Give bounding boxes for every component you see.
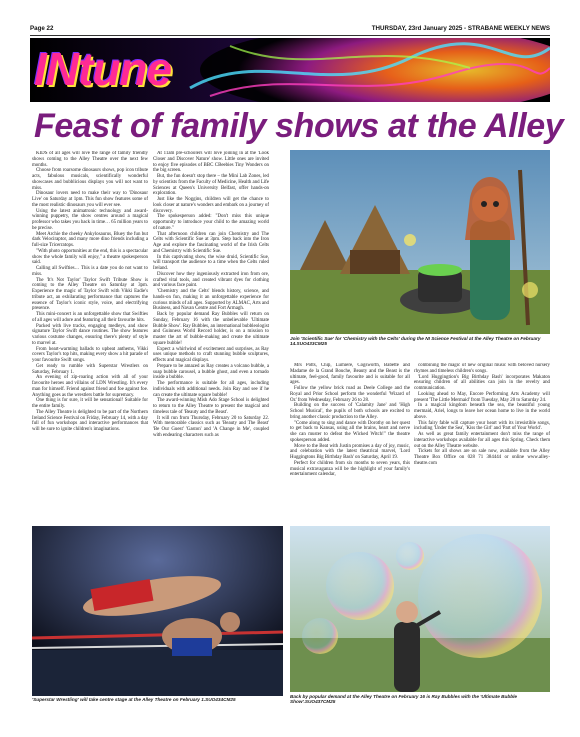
article-headline: Feast of family shows at the Alley xyxy=(34,107,564,145)
paragraph: Using the latest animatronic technology and award-winning puppetry, the show centres around a magical professor who takes you back in time… 65 million years to be precise. xyxy=(32,208,148,231)
paragraph: The spokesperson added: "Don't miss this unique opportunity to introduce your child to the amazing world of nature." xyxy=(153,214,269,231)
paragraph: Perfect for children from six months to seven years, this musical extravaganza will be the highlight of your family's entertainment calendar, xyxy=(290,460,410,478)
paragraph: The award-winning Mish Ado Stage School is delighted to return to the Alley Theatre to present the magical and timeless tale of 'Beauty and the Beast'. xyxy=(153,398,269,415)
paragraph: Calling all Swifties… This is a date you do not want to miss. xyxy=(32,266,148,277)
photo-caption: 'Superstar Wrestling' will take centre stage at the Alley Theatre on February 1.SUO434CM25 xyxy=(32,697,236,702)
scientific-sue-illustration xyxy=(290,150,550,334)
paragraph: 'Chemistry and the Celts' blends history, science, and hands-on fun, making it an unforgettable experience for curious minds of all ages. Supported by ALMAC, Arts and Business, and Navan Centre and Fort Armagh. xyxy=(153,289,269,312)
paragraph: 'Lord Huggingtion's Big Birthday Bash' incorporates Makaton ensuring children of all abilities can join in the revelry and communication. xyxy=(414,374,550,391)
photo-wrestling xyxy=(32,526,283,696)
photo-scientific-sue xyxy=(290,150,550,334)
date-line: THURSDAY, 23rd January 2025 - STRABANE WEEKLY NEWS xyxy=(371,25,550,32)
masthead-banner xyxy=(30,38,550,102)
paragraph: Just like the Noggins, children will get the chance to look closer at nature's wonders and embark on a journey of discovery. xyxy=(153,197,269,214)
article-column-2 xyxy=(153,151,269,523)
wrestling-illustration xyxy=(32,526,283,696)
paragraph: In this captivating show, the wise druid, Scientific Sue, will transport the audience to a time when the Celts ruled Ireland. xyxy=(153,254,269,271)
paragraph: KIDS of all ages will love the range of family friendly shows coming to the Alley Theatre over the next few months. xyxy=(32,151,148,168)
paragraph: Meet Archie the cheeky Ankylosaurus, Bluey the fun but dark Velociraptor, and many more dino friends including a full-size Tricerratops. xyxy=(32,231,148,248)
paragraph: The 'It's Not Taylor' Taylor Swift Tribute Show is coming to the Alley Theatre on Saturday at 3pm. Experience the magic of Taylor Swift with Vikki Eadie's tribute act, an exhilarating performance that captures the essence of Taylor's iconic style, voice, and electrifying presence. xyxy=(32,277,148,312)
paragraph: Mrs Potts, Chip, Lumiere, Cogsworth, Babette and Madame de la Grand Bouche, Beauty and the Beast is the ultimate, feel-good, family favourite and is suitable for all ages. xyxy=(290,363,410,386)
paragraph: Dinosaur lovers need to make their way to 'Dinosaur Live' on Saturday at 1pm. This fun show features some of the most realistic dinosaurs you will ever see. xyxy=(32,191,148,208)
paragraph: As well as great family entertainment don't miss the range of interactive workshops available for all ages this Spring. Check them out on the Alley Theatre website. xyxy=(414,432,550,449)
paragraph: "Come along to sing and dance with Dorothy on her quest to get back to Kansas, using all the brains, heart and nerve she can muster to defeat the Wicked Witch!" the theatre spokesperson added. xyxy=(290,420,410,443)
paragraph: Get ready to rumble with Superstar Wrestlers on Saturday, February 1. xyxy=(32,363,148,375)
paragraph: Tickets for all shows are on sale now, available from the Alley Theatre Box Office on 028 71 384444 or online www.alley-theatre.com xyxy=(414,449,550,466)
paragraph: Discover how they ingeniously extracted iron from ore, crafted vital tools, and created vibrant dyes for clothing and various face paint. xyxy=(153,271,269,289)
paragraph: Prepare to be amazed as Ray creates a volcano bubble, a soap bubble carousel, a bubble ghost, and even a tornado inside a bubble. xyxy=(153,363,269,381)
paragraph: One thing is for sure, it will be sensational! Suitable for the entire family. xyxy=(32,398,148,409)
paragraph: The Alley Theatre is delighted to be part of the Northern Ireland Science Festival on Friday, February 14, with a day full of fun workshops and interactive performances that will be sure to ignite children's imaginations. xyxy=(32,409,148,432)
article-column-1 xyxy=(32,151,148,523)
paragraph: From heart-warming ballads to upbeat anthems, Vikki covers Taylor's top hits, making every show a hit parade of your favourite Swift songs. xyxy=(32,346,148,363)
paragraph: This fairy fable will capture your heart with its irresistible songs, including 'Under the Sea', 'Kiss the Girl' and 'Part of Your World'. xyxy=(414,420,550,432)
paragraph: "With photo opportunities at the end, this is a spectacular show the whole family will enjoy," a theatre spokesperson said. xyxy=(32,248,148,266)
masthead-title: INtune xyxy=(34,43,172,95)
photo-caption: Back by popular demand at the Alley Theatre on February 16 is Ray Bubbles with the 'Ultimate Bubble Show'.SUO437CM25 xyxy=(290,694,518,705)
paragraph: But, the fun doesn't stop there – the Mini Lab Zones, led by scientists from the Faculty of Medicine, Health and Life Sciences at Queen's University Belfast, offer hands-on exploration. xyxy=(153,174,269,197)
page-number: Page 22 xyxy=(30,25,54,32)
article-column-3 xyxy=(290,363,410,523)
article-column-4 xyxy=(414,363,550,523)
paragraph: Looking ahead to May, Encore Performing Arts Academy will present 'The Little Mermaid' from Tuesday, May 20 to Saturday 24. xyxy=(414,391,550,403)
paragraph: At 11am pre-schoolers will love joining in at the 'Look Closer and Discover Nature' show. Little ones are invited to enjoy five episodes of BBC CBeebies Tiny Wonders on the big screen. xyxy=(153,151,269,174)
ray-bubbles-illustration xyxy=(290,526,550,692)
paragraph: The performance is suitable for all ages, including individuals with additional needs. Join Ray and see if he can create the ultimate square bubble! xyxy=(153,381,269,398)
photo-ray-bubbles xyxy=(290,526,550,692)
paragraph: Expect a whirlwind of excitement and surprises, as Ray uses unique methods to craft stunning bubble sculptures, effects and magical displays. xyxy=(153,346,269,363)
photo-caption: Join 'Scientific Sue' for 'Chemistry with the Celts' during the NI Science Festival at the Alley Theatre on February 14.SUO433CM25 xyxy=(290,336,541,347)
paragraph: It will run from Thursday, February 20 to Saturday 22. With memorable classics such as 'Beauty and The Beast' 'Be Our Guest' 'Gaston' and 'A Change in Me', coupled with endearing characters such as xyxy=(153,415,269,438)
paragraph: This mini-concert is an unforgettable show that Swifties of all ages will adore and featuring all their favourite hits. xyxy=(32,312,148,323)
paragraph: Move to the Beat with Justin promises a day of joy, music, and celebration with the latest theatrical marvel, 'Lord Huggingtons Big Birthday Bash' on Saturday, April 19. xyxy=(290,443,410,460)
paragraph: Choose from roarsome dinosaurs shows, pop icon tribute acts, fabulous musicals, scientifically wonderful showcases and bubblicious displays you will not want to miss. xyxy=(32,168,148,191)
paragraph: combining the magic of new original music with beloved nursery rhymes and timeless children's songs. xyxy=(414,363,550,374)
paragraph: Back by popular demand Ray Bubbles will return on Sunday, February 16 with the unbelievable 'Ultimate Bubble Show'. Ray Bubbles, an international bubbleologist and Guinness World Record holder, is on a mission to master the art of bubble-making and create the ultimate square bubble! xyxy=(153,312,269,346)
paragraph: Follow the yellow brick road as Deele College and the Royal and Prior School perform the wonderful 'Wizard of Oz' from Wednesday, February 26 to 28. xyxy=(290,386,410,403)
paragraph: Building on the success of 'Calamity Jane' and 'High School Musical', the pupils of both schools are excited to bring another classic production to the Alley. xyxy=(290,403,410,420)
paragraph: An evening of zip-roaring action with all of your favourite heroes and villains of LDN Wrestling. It's every man for himself. Friend against friend and foe against foe. Anything goes as the wrestlers battle for supremacy. xyxy=(32,375,148,398)
header-rule xyxy=(30,35,550,36)
paragraph: In a magical kingdom beneath the sea, the beautiful young mermaid, Ariel, longs to leave her ocean home to live in the world above. xyxy=(414,403,550,420)
paragraph: That afternoon children can join Chemistry and The Celts with Scientific Sue at 3pm. Step back into the Iron Age and explore the fascinating world of the Irish Celts and Chemistry with Scientific Sue. xyxy=(153,231,269,254)
paragraph: Packed with live tracks, engaging medleys, and show signature Taylor Swift dance routines. The show features various costume changes, ensuring there's plenty of style to marvel at. xyxy=(32,323,148,346)
